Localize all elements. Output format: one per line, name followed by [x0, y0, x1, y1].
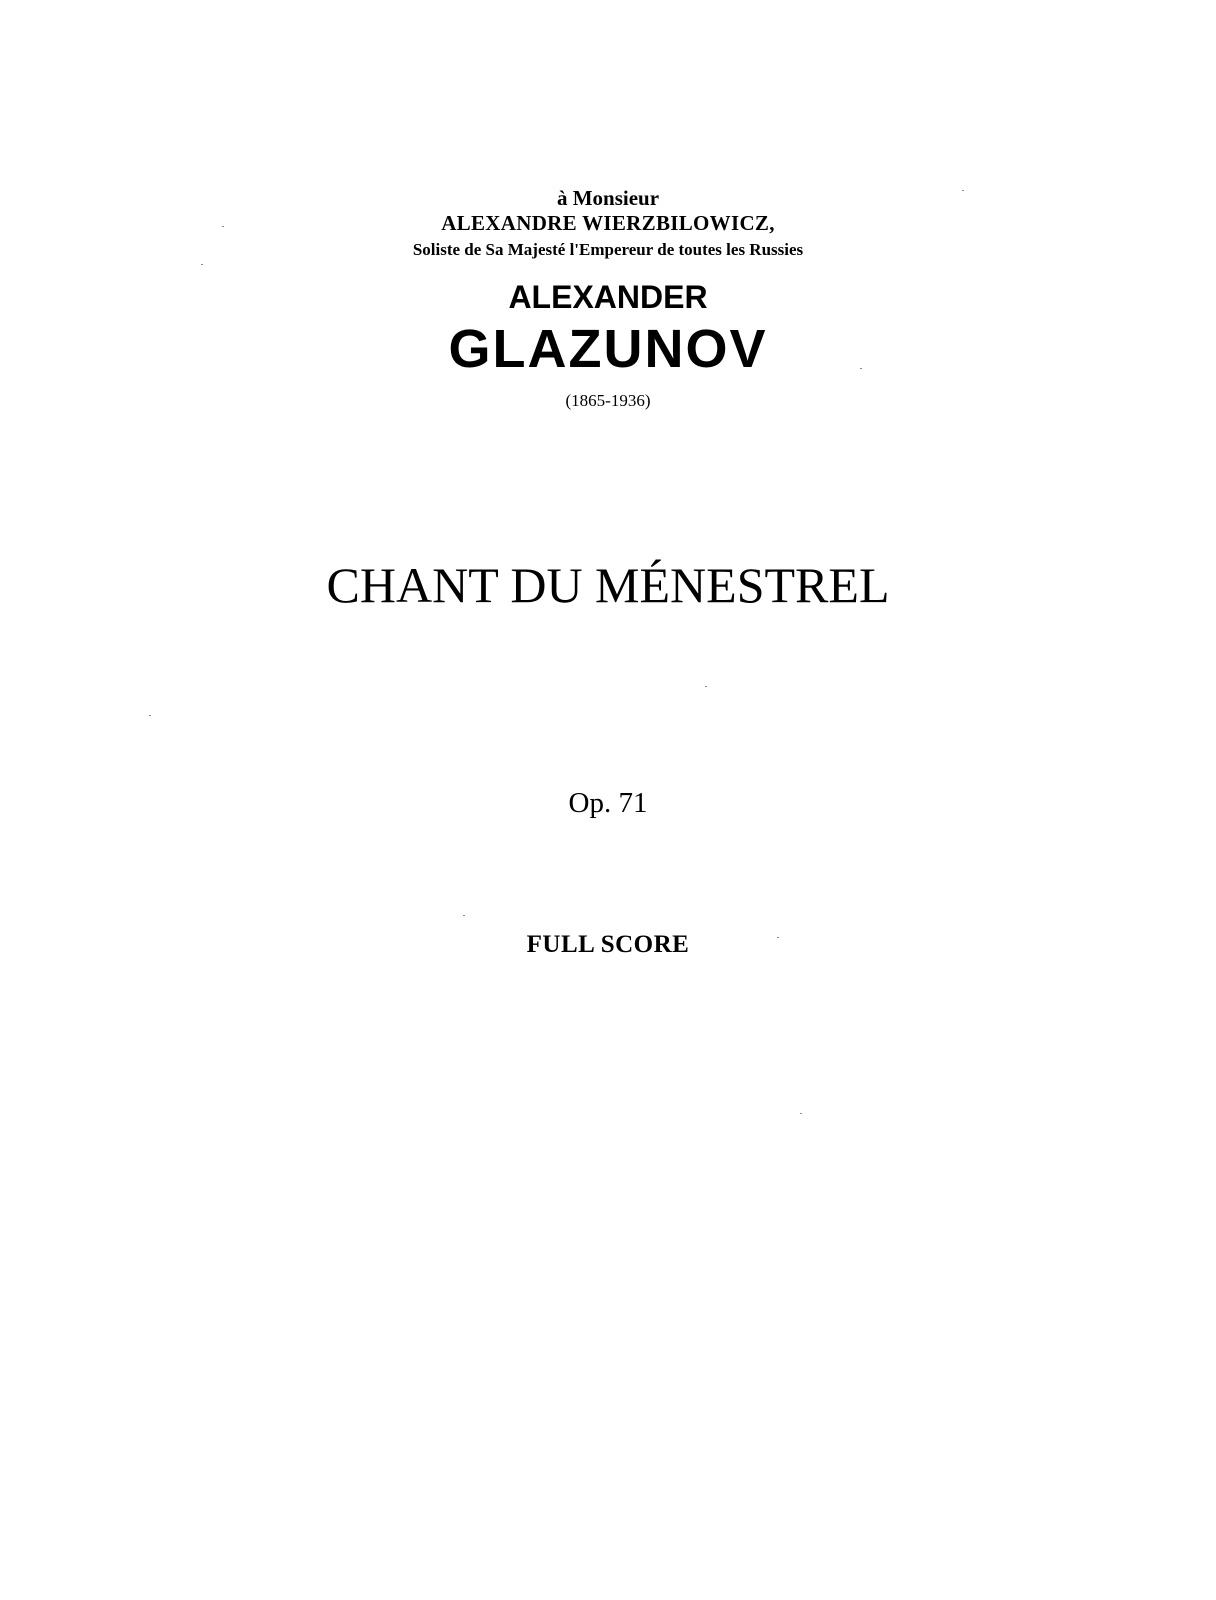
scan-speck	[149, 715, 151, 716]
scan-speck	[800, 1113, 802, 1114]
composer-dates: (1865-1936)	[565, 391, 651, 410]
scan-speck	[705, 686, 707, 687]
dedicatee-role: Soliste de Sa Majesté l'Empereur de toutes les Russies	[412, 240, 804, 259]
scan-speck	[860, 368, 862, 369]
edition-label: FULL SCORE	[526, 931, 690, 958]
scan-speck	[463, 915, 465, 916]
dedication-prefix: à Monsieur	[556, 186, 660, 210]
opus-number: Op. 71	[568, 787, 648, 819]
composer-first-name: ALEXANDER	[508, 279, 708, 315]
work-title: CHANT DU MÉNESTREL	[326, 557, 890, 613]
dedicatee-name: ALEXANDRE WIERZBILOWICZ,	[441, 211, 775, 235]
scan-speck	[201, 264, 203, 265]
composer-last-name: GLAZUNOV	[448, 319, 768, 379]
scan-speck	[222, 226, 224, 227]
scan-speck	[962, 190, 964, 191]
scan-speck	[777, 937, 779, 938]
